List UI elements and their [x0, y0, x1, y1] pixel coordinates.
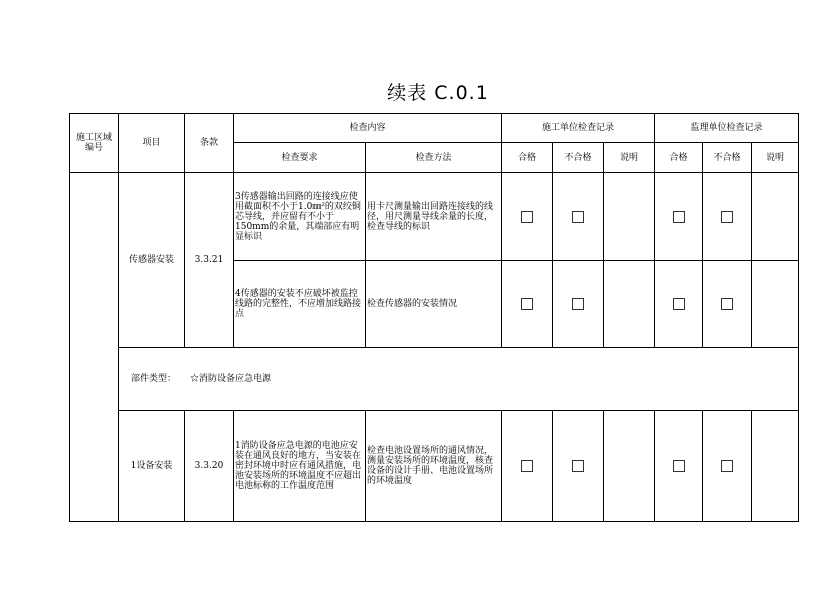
part-type-cell [119, 348, 799, 411]
header-area-code: 施工区域编号 [70, 114, 119, 173]
header-construction-record: 施工单位检查记录 [502, 114, 655, 143]
clause-cell: 3.3.21 [185, 173, 234, 348]
method-cell: 检查传感器的安装情况 [366, 261, 502, 348]
supervision-fail-checkbox[interactable] [721, 460, 733, 472]
table-row [70, 173, 799, 261]
supervision-pass-cell [655, 173, 703, 261]
part-type-label: 部件类型： [131, 374, 177, 384]
header-check-method: 检查方法 [366, 143, 502, 173]
construction-pass-cell [502, 411, 553, 522]
header-row-1 [70, 114, 799, 143]
construction-fail-checkbox[interactable] [572, 298, 584, 310]
construction-fail-checkbox[interactable] [572, 460, 584, 472]
clause-cell: 3.3.20 [185, 411, 234, 522]
header-construction-fail: 不合格 [553, 143, 604, 173]
construction-pass-cell [502, 261, 553, 348]
page-title: 续表 C.0.1 [387, 82, 489, 104]
supervision-pass-cell [655, 411, 703, 522]
header-item: 项目 [119, 114, 185, 173]
supervision-fail-cell [703, 261, 752, 348]
supervision-pass-checkbox[interactable] [673, 211, 685, 223]
header-construction-note: 说明 [604, 143, 655, 173]
supervision-fail-cell [703, 411, 752, 522]
supervision-fail-checkbox[interactable] [721, 211, 733, 223]
requirement-cell: 1消防设备应急电源的电池应安装在通风良好的地方，当安装在密封环境中时应有通风措施，电池安装场所的环境温度不应超出电池标称的工作温度范围 [234, 411, 366, 522]
construction-pass-cell [502, 173, 553, 261]
supervision-pass-cell [655, 261, 703, 348]
requirement-cell: 4传感器的安装不应破坏被监控线路的完整性，不应增加线路接点 [234, 261, 366, 348]
area-code-cell [70, 173, 119, 522]
construction-fail-cell [553, 173, 604, 261]
construction-fail-checkbox[interactable] [572, 211, 584, 223]
part-type-row [70, 348, 799, 411]
construction-fail-cell [553, 261, 604, 348]
construction-note-cell[interactable] [604, 261, 655, 348]
part-type-value: ☆消防设备应急电源 [190, 374, 272, 384]
header-supervision-note: 说明 [752, 143, 799, 173]
requirement-cell: 3传感器输出回路的连接线应使用截面积不小于1.0㎜²的双绞铜芯导线，并应留有不小于150mm的余量，其端部应有明显标识 [234, 173, 366, 261]
supervision-note-cell[interactable] [752, 173, 799, 261]
supervision-pass-checkbox[interactable] [673, 298, 685, 310]
construction-pass-checkbox[interactable] [521, 460, 533, 472]
supervision-fail-cell [703, 173, 752, 261]
construction-note-cell[interactable] [604, 173, 655, 261]
supervision-note-cell[interactable] [752, 261, 799, 348]
supervision-fail-checkbox[interactable] [721, 298, 733, 310]
construction-fail-cell [553, 411, 604, 522]
construction-note-cell[interactable] [604, 411, 655, 522]
construction-pass-checkbox[interactable] [521, 298, 533, 310]
header-supervision-pass: 合格 [655, 143, 703, 173]
header-clause: 条款 [185, 114, 234, 173]
item-cell: 传感器安装 [119, 173, 185, 348]
method-cell: 检查电池设置场所的通风情况，测量安装场所的环境温度，核查设备的设计手册、电池设置场所的环境温度 [366, 411, 502, 522]
header-check-requirement: 检查要求 [234, 143, 366, 173]
header-check-content: 检查内容 [234, 114, 502, 143]
table-row [70, 411, 799, 522]
supervision-note-cell[interactable] [752, 411, 799, 522]
inspection-table [69, 113, 799, 522]
header-supervision-fail: 不合格 [703, 143, 752, 173]
header-construction-pass: 合格 [502, 143, 553, 173]
item-cell: 1设备安装 [119, 411, 185, 522]
method-cell: 用卡尺测量输出回路连接线的线径，用尺测量导线余量的长度，检查导线的标识 [366, 173, 502, 261]
header-supervision-record: 监理单位检查记录 [655, 114, 799, 143]
construction-pass-checkbox[interactable] [521, 211, 533, 223]
supervision-pass-checkbox[interactable] [673, 460, 685, 472]
